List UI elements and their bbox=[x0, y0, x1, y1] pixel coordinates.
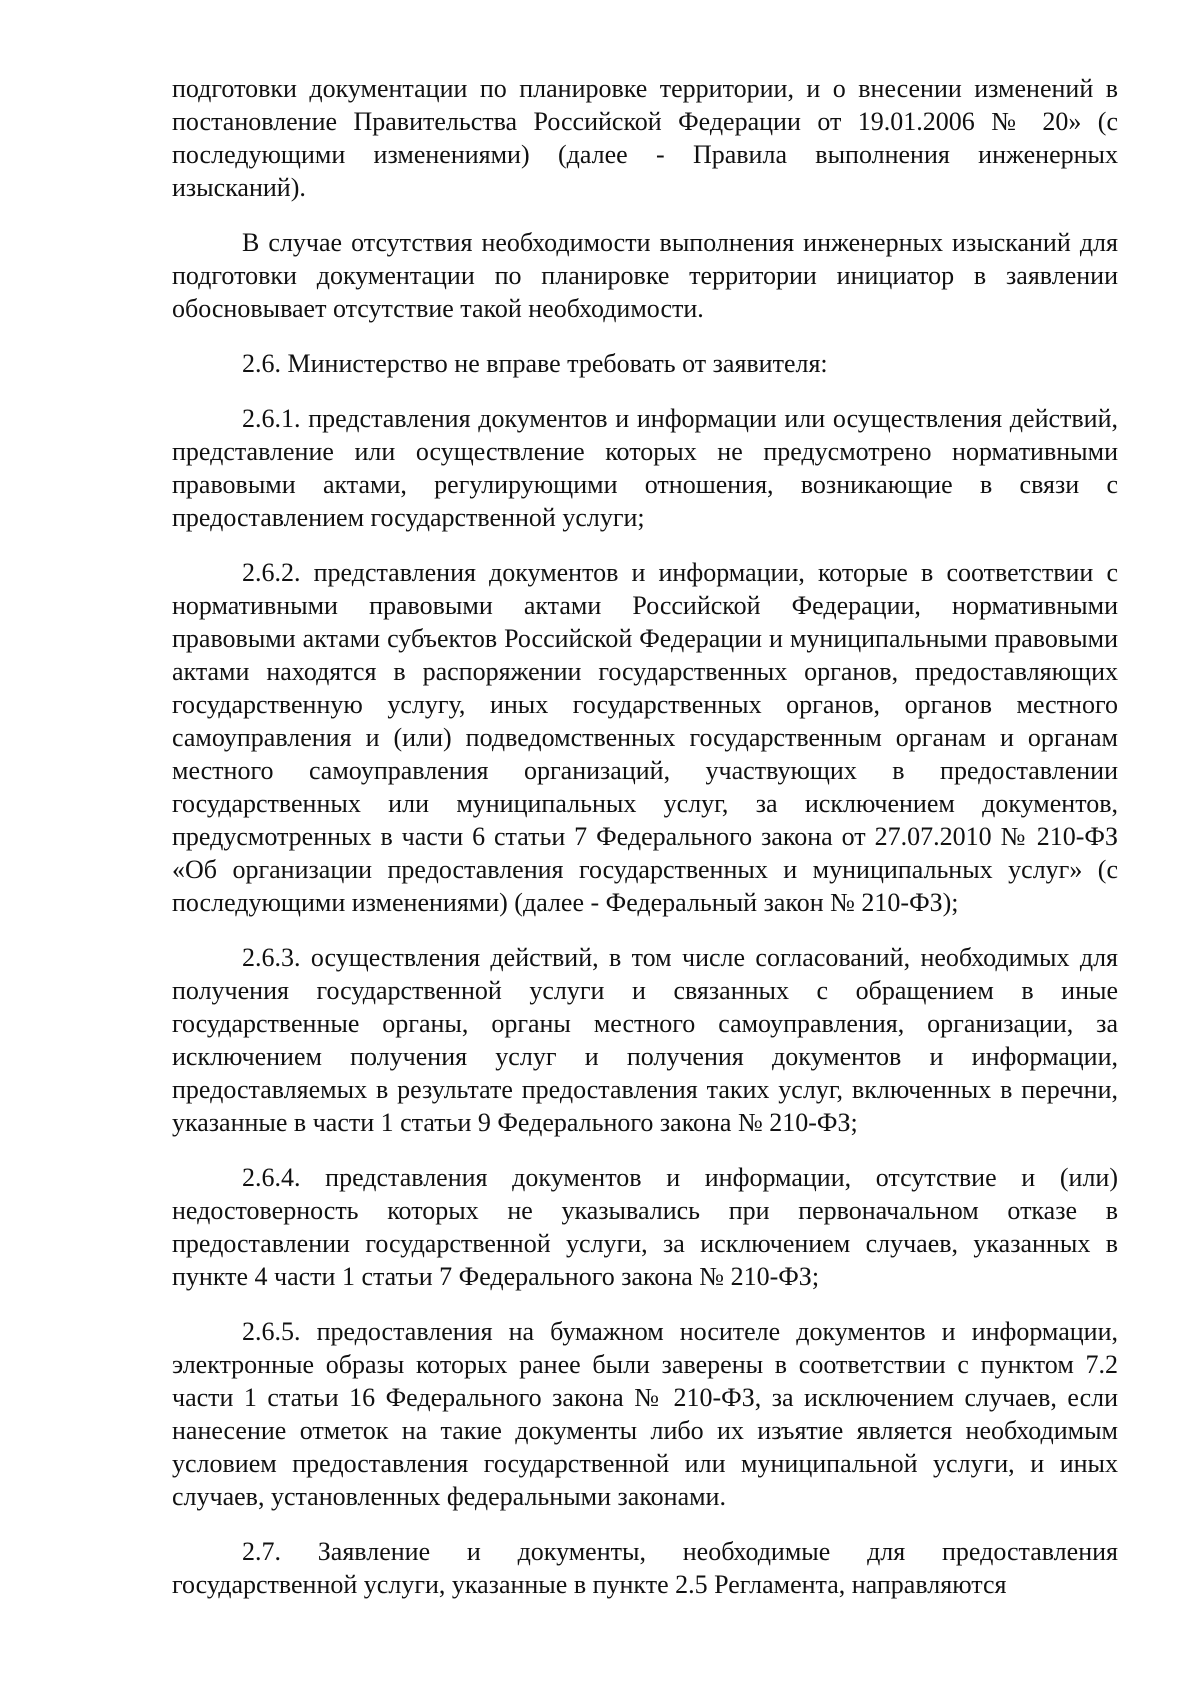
document-page bbox=[172, 72, 1118, 1623]
paragraph-no-surveys: В случае отсутствия необходимости выполнения инженерных изысканий для подготовки документации по планировке территории инициатор в заявлении обосновывает отсутствие такой необходимости. bbox=[172, 228, 1118, 323]
paragraph-2-6-4: 2.6.4. представления документов и информации, отсутствие и (или) недостоверность которых не указывались при первоначальном отказе в предоставлении государственной услуги, за исключением случаев, указанных в пункте 4 части 1 статьи 7 Федерального закона № 210-ФЗ; bbox=[172, 1163, 1118, 1291]
paragraph-2-6-2: 2.6.2. представления документов и информации, которые в соответствии с нормативными правовыми актами Российской Федерации, нормативными правовыми актами субъектов Российской Федерации и муниципальными правовыми актами находятся в распоряжении государственных органов, предоставляющих государственную услугу, иных государственных органов, органов местного самоуправления и (или) подведомственных государственным органам и органам местного самоуправления организаций, участвующих в предоставлении государственных или муниципальных услуг, за исключением документов, предусмотренных в части 6 статьи 7 Федерального закона от 27.07.2010 № 210-ФЗ «Об организации предоставления государственных и муниципальных услуг» (с последующими изменениями) (далее - Федеральный закон № 210-ФЗ); bbox=[172, 558, 1118, 917]
paragraph-2-6-5: 2.6.5. предоставления на бумажном носителе документов и информации, электронные образы которых ранее были заверены в соответствии с пунктом 7.2 части 1 статьи 16 Федерального закона № 210-ФЗ, за исключением случаев, если нанесение отметок на такие документы либо их изъятие является необходимым условием предоставления государственной или муниципальной услуги, и иных случаев, установленных федеральными законами. bbox=[172, 1317, 1118, 1511]
paragraph-2-6-3: 2.6.3. осуществления действий, в том числе согласований, необходимых для получения государственной услуги и связанных с обращением в иные государственные органы, органы местного самоуправления, организации, за исключением получения услуг и получения документов и информации, предоставляемых в результате предоставления таких услуг, включенных в перечни, указанные в части 1 статьи 9 Федерального закона № 210-ФЗ; bbox=[172, 943, 1118, 1137]
paragraph-continuation: подготовки документации по планировке территории, и о внесении изменений в постановление Правительства Российской Федерации от 19.01.2006 № 20» (с последующими изменениями) (далее - Правила выполнения инженерных изысканий). bbox=[172, 74, 1118, 202]
paragraph-2-7: 2.7. Заявление и документы, необходимые для предоставления государственной услуги, указанные в пункте 2.5 Регламента, направляются bbox=[172, 1537, 1118, 1599]
paragraph-2-6-1: 2.6.1. представления документов и информации или осуществления действий, представление или осуществление которых не предусмотрено нормативными правовыми актами, регулирующими отношения, возникающие в связи с предоставлением государственной услуги; bbox=[172, 404, 1118, 532]
paragraph-2-6: 2.6. Министерство не вправе требовать от заявителя: bbox=[242, 349, 828, 378]
